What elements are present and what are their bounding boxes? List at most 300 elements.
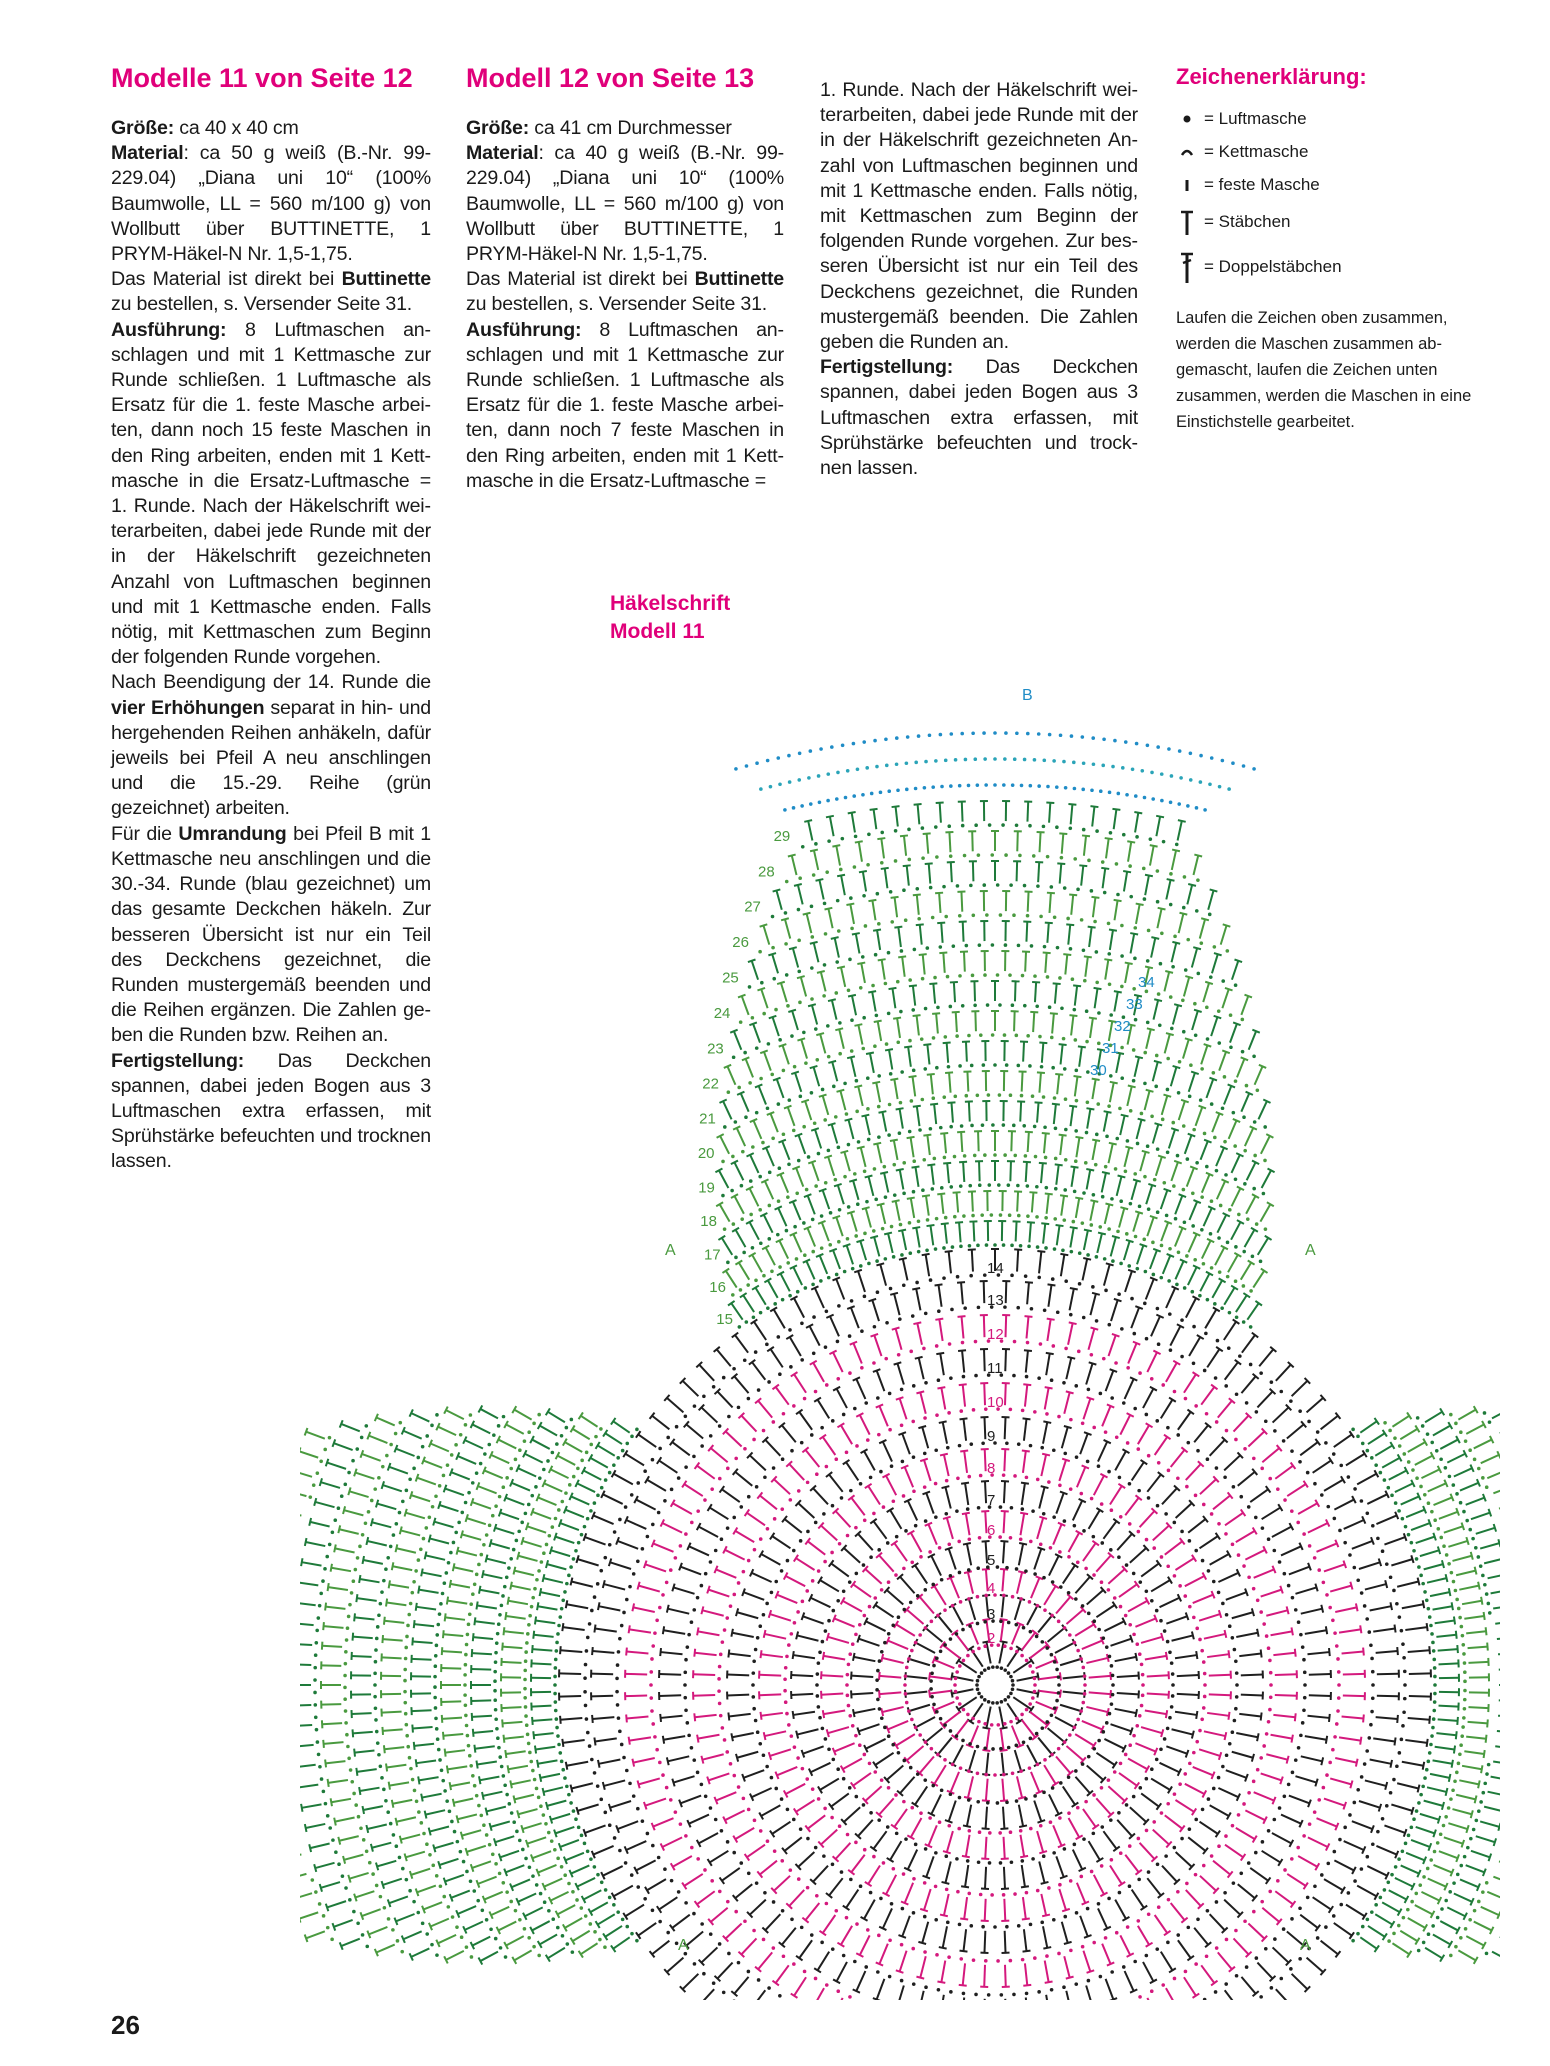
stitch [941, 1961, 945, 1983]
chain-stitch [1024, 1797, 1028, 1801]
chain-stitch [1087, 1388, 1091, 1392]
stitch [720, 1136, 729, 1154]
stitch [1307, 1958, 1324, 1972]
stitch [888, 1641, 908, 1649]
chain-stitch [1278, 1560, 1282, 1564]
chain-stitch [805, 1589, 809, 1593]
chain-stitch [924, 1985, 928, 1989]
chain-stitch [718, 1424, 722, 1428]
stitch [1171, 1162, 1178, 1181]
stitch [791, 1675, 813, 1676]
stitch [1405, 1627, 1427, 1630]
stitch [812, 1162, 819, 1181]
chain-stitch [892, 1499, 896, 1503]
stitch [1057, 1074, 1059, 1094]
chain-stitch [974, 1374, 978, 1378]
stitch [747, 1513, 765, 1526]
stitch [934, 1104, 936, 1124]
chain-stitch [1180, 1837, 1184, 1841]
stitch [1060, 864, 1062, 884]
stitch-bar [1146, 1090, 1154, 1092]
stitch-bar [742, 1057, 749, 1060]
chain-stitch [1161, 1983, 1165, 1987]
stitch-bar [918, 1942, 926, 1944]
chain-stitch [1145, 1413, 1149, 1417]
chain-stitch [1176, 1933, 1180, 1937]
stitch-bar [1329, 1648, 1330, 1656]
stitch [874, 1237, 879, 1256]
chain-stitch [929, 1278, 933, 1282]
stitch [929, 864, 931, 884]
stitch [1253, 1271, 1264, 1288]
chain-stitch [1370, 1657, 1374, 1661]
stitch [1110, 930, 1113, 950]
stitch-bar [1037, 1820, 1045, 1823]
chain-stitch [684, 1901, 688, 1905]
chain-stitch [863, 1753, 867, 1757]
stitch [1041, 1163, 1043, 1183]
stitch [1115, 1657, 1137, 1661]
chain-stitch [1150, 1377, 1154, 1381]
chain-stitch [867, 1138, 871, 1142]
chain-stitch [965, 944, 969, 948]
stitch-bar [1019, 1543, 1027, 1545]
chain-stitch [1021, 1958, 1025, 1962]
chain-stitch [1246, 1217, 1250, 1221]
chain-stitch [628, 1782, 632, 1786]
chain-stitch [1335, 1722, 1339, 1726]
stitch [925, 1728, 942, 1742]
stitch-bar [1295, 1649, 1296, 1657]
stitch [949, 1073, 950, 1093]
chain-stitch [740, 1184, 744, 1188]
chain-stitch [1035, 1635, 1039, 1639]
stitch [1043, 1422, 1047, 1444]
chain-stitch [976, 1244, 980, 1248]
stitch-bar [1219, 1752, 1221, 1760]
chain-stitch [613, 1530, 617, 1534]
chain-stitch [983, 1668, 987, 1672]
chain-stitch [727, 1952, 731, 1956]
chain-stitch [1156, 869, 1160, 873]
stitch-bar [1166, 1710, 1167, 1718]
stitch [1034, 1801, 1041, 1822]
chain-stitch [959, 1409, 963, 1413]
stitch [1245, 1230, 1255, 1247]
stitch-bar [1052, 1104, 1060, 1105]
stitch [886, 1476, 896, 1496]
stitch [625, 1454, 644, 1466]
stitch [866, 1739, 886, 1749]
stitch [959, 1222, 961, 1242]
stitch [1187, 885, 1192, 904]
chain-stitch [987, 1993, 991, 1997]
stitch-bar [632, 1603, 634, 1611]
stitch [681, 1796, 702, 1804]
chain-stitch [886, 1825, 890, 1829]
chain-stitch [618, 1849, 622, 1853]
stitch-bar [1245, 1588, 1248, 1596]
chain-stitch [1298, 1906, 1302, 1910]
chain-stitch [1052, 1448, 1056, 1452]
stitch [571, 1783, 592, 1788]
chain-stitch [836, 899, 840, 903]
stitch [1266, 1754, 1287, 1759]
chain-stitch [1012, 1993, 1016, 1997]
stitch-bar [959, 1384, 967, 1385]
stitch-bar [1000, 1828, 1008, 1829]
stitch [1238, 1472, 1255, 1486]
stitch [734, 1162, 743, 1180]
chain-stitch [742, 1251, 746, 1255]
stitch-bar [1106, 1263, 1114, 1265]
stitch-bar [1210, 889, 1218, 891]
stitch [1075, 1777, 1090, 1794]
stitch [873, 1831, 886, 1849]
chain-stitch [1057, 1415, 1061, 1419]
stitch-bar [982, 1750, 990, 1751]
chain-stitch [956, 1890, 960, 1894]
chain-stitch [880, 831, 884, 835]
stitch [928, 1524, 936, 1544]
stitch [1210, 1440, 1225, 1456]
chain-stitch [998, 1831, 1002, 1835]
chain-stitch [1025, 1891, 1029, 1895]
stitch [1261, 1590, 1282, 1597]
stitch [1402, 1762, 1424, 1766]
chain-stitch [588, 1744, 592, 1748]
stitch [967, 1544, 971, 1566]
chain-stitch [955, 1670, 959, 1674]
chain-stitch [829, 1211, 833, 1215]
stitch-bar [1390, 1760, 1392, 1768]
stitch [1186, 1890, 1201, 1906]
stitch [1250, 1489, 1268, 1502]
stitch-bar [1070, 1288, 1078, 1290]
stitch-bar [1228, 1084, 1235, 1087]
chain-stitch [1166, 1088, 1170, 1092]
chain-stitch [1024, 1274, 1028, 1278]
stitch-bar [1087, 1397, 1095, 1400]
chain-stitch [949, 1792, 953, 1796]
chain-stitch [1138, 1580, 1142, 1584]
chain-stitch [658, 1920, 662, 1924]
finish-paragraph: Fertigstellung: Das Deckchen spannen, dabei jeden Bogen aus 3 Luftmaschen extra erfassen, mit Sprühstärke befeuchten und trocknen lassen. [111, 1049, 431, 1173]
chain-stitch [1306, 1471, 1310, 1475]
chain-stitch [848, 1580, 852, 1584]
stitch-bar [916, 1977, 924, 1979]
chain-stitch [834, 1457, 838, 1461]
chain-stitch [1226, 1275, 1230, 1279]
chain-stitch [1180, 1355, 1184, 1359]
stitch [1194, 1425, 1208, 1442]
chain-stitch [1185, 1882, 1189, 1886]
chain-stitch [1326, 1862, 1330, 1866]
stitch-bar [1188, 1134, 1196, 1137]
stitch [639, 1778, 660, 1784]
chain-stitch [1060, 856, 1064, 860]
chain-stitch [880, 861, 884, 865]
chain-stitch [900, 949, 904, 953]
chain-stitch [1053, 1247, 1057, 1251]
stitch [1004, 1481, 1005, 1503]
stitch-bar [833, 1216, 841, 1219]
chain-stitch [876, 1290, 880, 1294]
chain-stitch [914, 1641, 918, 1645]
chain-stitch [1313, 1810, 1317, 1814]
chain-stitch [1260, 1467, 1264, 1471]
stitch-bar [1404, 1533, 1407, 1541]
chain-stitch [1021, 1409, 1025, 1413]
chain-stitch [806, 1837, 810, 1841]
stitch [1069, 1533, 1080, 1552]
stitch [820, 1255, 828, 1274]
chain-stitch [1214, 1376, 1218, 1380]
stitch-bar [769, 1016, 777, 1019]
stitch [1224, 1900, 1240, 1915]
chain-stitch [956, 1275, 960, 1279]
chain-stitch [1150, 1599, 1154, 1603]
stitch [1076, 1198, 1079, 1218]
chain-stitch [1116, 893, 1120, 897]
chain-stitch [993, 1773, 997, 1777]
chain-stitch [590, 1758, 594, 1762]
chain-stitch [1206, 1298, 1210, 1302]
stitch [1334, 1500, 1354, 1510]
chain-stitch [669, 1568, 673, 1572]
chain-stitch [1168, 1312, 1172, 1316]
stitch [1080, 1916, 1088, 1937]
stitch [1365, 1584, 1386, 1589]
stitch [837, 1389, 847, 1408]
stitch [986, 1779, 988, 1801]
stitch-bar [1397, 1647, 1398, 1655]
stitch-bar [1190, 1166, 1197, 1169]
chain-stitch [1063, 1519, 1067, 1523]
chain-stitch [1216, 1339, 1220, 1343]
stitch [806, 1261, 814, 1279]
chain-stitch [824, 1181, 828, 1185]
stitch-bar [923, 1876, 931, 1879]
stitch [780, 1174, 788, 1192]
stitch [915, 1167, 918, 1187]
stitch [1273, 1947, 1289, 1962]
chain-stitch [1003, 1305, 1007, 1309]
chain-stitch [961, 1628, 965, 1632]
chain-stitch [836, 1377, 840, 1381]
chain-stitch [1017, 1924, 1021, 1928]
stitch [1409, 1673, 1431, 1674]
chain-stitch [721, 1640, 725, 1644]
chain-stitch [771, 915, 775, 919]
stitch-bar [1161, 1729, 1163, 1737]
chain-stitch [1079, 1657, 1083, 1661]
chain-stitch [973, 1003, 977, 1007]
stitch-bar [697, 1735, 698, 1743]
stitch-bar [1394, 1738, 1395, 1746]
chain-stitch [797, 1489, 801, 1493]
stitch [985, 1481, 986, 1503]
chain-stitch [863, 1295, 867, 1299]
chain-stitch [1042, 825, 1046, 829]
stitch [1145, 876, 1149, 896]
chain-stitch [709, 1560, 713, 1564]
stitch [739, 1263, 749, 1280]
stitch-bar [1071, 1166, 1079, 1167]
chain-stitch [819, 1279, 823, 1283]
chain-stitch [1005, 1566, 1009, 1570]
chain-stitch [846, 1833, 850, 1837]
stitch [851, 1498, 864, 1515]
stitch-bar [592, 1715, 593, 1723]
stitch-bar [925, 1523, 932, 1526]
chain-stitch [1011, 1771, 1015, 1775]
chain-stitch [1157, 992, 1161, 996]
stitch-bar [1423, 1600, 1424, 1608]
stitch [917, 895, 919, 915]
chain-stitch [1143, 1051, 1147, 1055]
chain-stitch [1337, 1670, 1341, 1674]
stitch [1064, 1392, 1069, 1413]
stitch [782, 1928, 796, 1945]
stitch [1005, 1965, 1006, 1987]
stitch [1147, 1675, 1169, 1676]
chain-stitch [1313, 1885, 1317, 1889]
stitch-bar [818, 1221, 825, 1224]
chain-stitch [1255, 1222, 1259, 1226]
chain-stitch [1247, 1791, 1251, 1795]
chain-stitch [800, 1926, 804, 1930]
stitch-bar [848, 995, 856, 997]
stitch [894, 1543, 907, 1561]
stitch [1185, 1784, 1205, 1794]
stitch [797, 1729, 818, 1734]
stitch [1079, 1047, 1082, 1067]
chain-stitch [1132, 1734, 1136, 1738]
chain-stitch [743, 1447, 747, 1451]
chain-stitch [1074, 1129, 1078, 1133]
chain-stitch [1198, 1294, 1202, 1298]
chain-stitch [1290, 1509, 1294, 1513]
stitch-bar [1042, 1454, 1050, 1456]
chain-stitch [1239, 1495, 1243, 1499]
chain-stitch [1251, 1255, 1255, 1259]
chain-stitch [651, 1458, 655, 1462]
chain-stitch [771, 946, 775, 950]
stitch-bar [923, 833, 931, 834]
stitch-bar [941, 1223, 949, 1224]
chain-stitch [1017, 944, 1021, 948]
stitch-bar [1192, 1632, 1194, 1640]
chain-stitch [1242, 1284, 1246, 1288]
stitch [878, 1021, 881, 1041]
chain-stitch [721, 1194, 725, 1198]
chain-stitch [674, 1810, 678, 1814]
stitch-bar [560, 1716, 561, 1724]
stitch [592, 1651, 614, 1653]
chain-stitch [837, 929, 841, 933]
chain-stitch [714, 1549, 718, 1553]
chain-stitch [977, 1860, 981, 1864]
chain-stitch [1221, 1765, 1225, 1769]
stitch [880, 1264, 886, 1285]
chain-stitch [1076, 1806, 1080, 1810]
chain-stitch [1048, 1005, 1052, 1009]
chain-stitch [1170, 1661, 1174, 1665]
stitch [1150, 1250, 1157, 1269]
chain-stitch [1370, 1710, 1374, 1714]
chain-stitch [1162, 840, 1166, 844]
stitch [1032, 1192, 1034, 1212]
chain-stitch [1051, 1786, 1055, 1790]
chain-stitch [1138, 1205, 1142, 1209]
chain-stitch [983, 1746, 987, 1750]
stitch-bar [1214, 953, 1222, 955]
chain-stitch [1186, 1157, 1190, 1161]
stitch [774, 1479, 790, 1494]
stitch-bar [857, 1635, 860, 1643]
chain-stitch [651, 1722, 655, 1726]
stitch-bar [1174, 1004, 1182, 1006]
chain-stitch [737, 1581, 741, 1585]
chain-stitch [726, 1840, 730, 1844]
chain-stitch [983, 973, 987, 977]
stitch [1031, 1772, 1039, 1792]
chain-stitch [934, 1482, 938, 1486]
chain-stitch [960, 1124, 964, 1128]
chain-stitch [840, 1496, 844, 1500]
stitch [1128, 1759, 1147, 1770]
chain-stitch [921, 1098, 925, 1102]
chain-stitch [1360, 1775, 1364, 1779]
chain-stitch [1120, 924, 1124, 928]
chain-stitch [806, 1481, 810, 1485]
stitch [1153, 1526, 1169, 1541]
chain-stitch [1273, 1818, 1277, 1822]
chain-stitch [831, 1863, 835, 1867]
stitch [1257, 1391, 1272, 1407]
chain-stitch [974, 1993, 978, 1997]
chain-stitch [847, 1663, 851, 1667]
chain-stitch [793, 1621, 797, 1625]
chain-stitch [1110, 1970, 1114, 1974]
chain-stitch [970, 1124, 974, 1128]
stitch [1117, 1820, 1132, 1836]
stitch [750, 1222, 759, 1240]
chain-stitch [958, 1064, 962, 1068]
chain-stitch [1085, 1009, 1089, 1013]
chain-stitch [1226, 949, 1230, 953]
chain-stitch [1113, 1770, 1117, 1774]
stitch [1117, 1534, 1132, 1550]
chain-stitch [1313, 1482, 1317, 1486]
stitch [966, 1835, 970, 1857]
chain-stitch [661, 1593, 665, 1597]
chain-stitch [1200, 1649, 1204, 1653]
stitch-bar [1123, 871, 1131, 872]
stitch [1089, 1510, 1100, 1529]
chain-stitch [1076, 1561, 1080, 1565]
chain-stitch [838, 1824, 842, 1828]
stitch [858, 1271, 865, 1292]
stitch-bar [1109, 1143, 1117, 1145]
stitch [922, 1922, 928, 1943]
stitch-bar [1084, 1432, 1092, 1435]
chain-stitch [1170, 1705, 1174, 1709]
chain-stitch [774, 1008, 778, 1012]
chain-stitch [1019, 1537, 1023, 1541]
stitch [1090, 1201, 1094, 1221]
